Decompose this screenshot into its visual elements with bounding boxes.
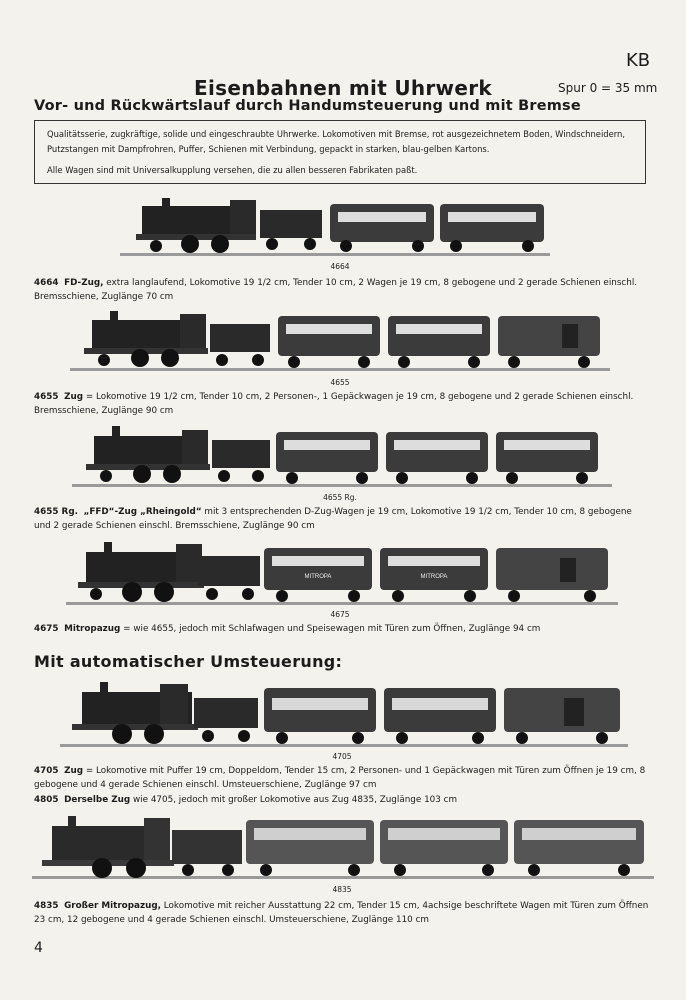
mitropa-label: MITROPA [304,574,332,580]
figure-caption: 4664 [330,262,350,271]
item-text: = Lokomotive 19 1/2 cm, Tender 10 cm, 2 Personen-, 1 Gepäckwagen je 19 cm, 8 gebogene und 2 gerade Schienen einschl. Bremsschiene, Zuglänge 90 cm [34,392,634,416]
dining-wagon [380,548,488,602]
tender [212,440,270,482]
train-4664-illustration [120,196,550,258]
item-number: 4835 [34,901,59,911]
train-4835-illustration [32,814,654,882]
d-zug-wagon [386,432,488,484]
item-number: 4675 [34,624,59,634]
locomotive [136,198,256,253]
item-description [34,899,650,927]
item-name: „FFD“-Zug „Rheingold“ [83,507,202,517]
locomotive [42,816,174,878]
info-text-2: Alle Wagen sind mit Universalkupplung versehen, die zu allen besseren Fabrikaten paßt. [47,165,418,175]
item-number: 4655 Rg. [34,507,78,517]
page-title: Eisenbahnen mit Uhrwerk [194,76,492,100]
mitropa-wagon [380,820,508,876]
passenger-wagon [264,688,376,744]
mitropa-wagon [514,820,644,876]
page-subtitle: Vor- und Rückwärtslauf durch Handumsteuerung und mit Bremse [34,98,581,114]
item-text: Lokomotive mit reicher Ausstattung 22 cm, Tender 15 cm, 4achsige beschriftete Wagen mit Türen zum Öffnen 23 cm, 12 gebogene und 4 gerade Schienen einschl. Umsteuerschiene, Zuglänge 110 cm [34,901,649,925]
mitropa-label: MITROPA [420,574,448,580]
train-4655-illustration [70,308,610,374]
item-text: = wie 4655, jedoch mit Schlafwagen und Speisewagen mit Türen zum Öffnen, Zuglänge 94 cm [120,624,541,634]
passenger-wagon [388,316,490,368]
figure-caption: 4835 [332,885,352,894]
item-number: 4705 [34,766,59,776]
item-description [34,390,650,418]
sleeping-wagon [264,548,372,602]
page-number: 4 [34,940,43,956]
mitropa-wagon [246,820,374,876]
locomotive [84,311,208,367]
item-name: Derselbe Zug [64,795,131,805]
train-4675-illustration [66,538,618,608]
info-box [34,120,646,184]
item-name: Zug [64,392,84,402]
item-description [34,793,650,807]
d-zug-wagon [276,432,378,484]
info-text-1: Qualitätsserie, zugkräftige, solide und eingeschraubte Uhrwerke. Lokomotiven mit Bremse, rot ausgezeichnetem Boden, Windschneidern, Putzstangen mit Dampfrohren, Puffer, Schienen mit Verbindung, gepackt in starken, blau-gelben Kartons. [47,129,626,154]
item-text: mit 3 entsprechenden D-Zug-Wagen je 19 cm, Lokomotive 19 1/2 cm, Tender 10 cm, 8 gebogene und 2 gerade Schienen einschl. Bremsschiene, Zuglänge 90 cm [34,507,632,531]
tender [198,556,260,600]
tender [210,324,270,366]
item-number: 4805 [34,795,59,805]
figure-caption: 4675 [330,610,350,619]
passenger-wagon [440,204,544,252]
item-description [34,276,650,304]
item-description [34,764,650,792]
locomotive [78,542,204,602]
item-description [34,505,650,533]
baggage-wagon [496,548,608,602]
item-name: Mitropazug [64,624,121,634]
figure-caption: 4705 [332,752,352,761]
d-zug-wagon [496,432,598,484]
gauge-label: Spur 0 = 35 mm [558,81,658,95]
baggage-wagon [498,316,600,368]
item-text: = Lokomotive mit Puffer 19 cm, Doppeldom, Tender 15 cm, 2 Personen- und 1 Gepäckwagen mit Türen zum Öffnen je 19 cm, 8 gebogene und 4 gerade Schienen einschl. Umsteuerschiene, Zuglänge 97 cm [34,766,646,790]
train-4705-illustration [60,680,628,750]
item-description [34,622,650,636]
item-text: extra langlaufend, Lokomotive 19 1/2 cm, Tender 10 cm, 2 Wagen je 19 cm, 8 gebogene und 2 gerade Schienen einschl. Bremsschiene, Zuglänge 70 cm [34,278,638,302]
item-number: 4655 [34,392,59,402]
item-name: Zug [64,766,84,776]
section-heading: Mit automatischer Umsteuerung: [34,652,343,671]
item-number: 4664 [34,278,59,288]
locomotive [86,426,210,483]
locomotive [72,682,198,744]
figure-caption: 4655 [330,378,350,387]
passenger-wagon [278,316,380,368]
baggage-wagon [504,688,620,744]
passenger-wagon [330,204,434,252]
tender [194,698,258,742]
passenger-wagon [384,688,496,744]
item-name: FD-Zug, [64,278,104,288]
item-name: Großer Mitropazug, [64,901,161,911]
tender [172,830,242,876]
item-text: wie 4705, jedoch mit großer Lokomotive aus Zug 4835, Zuglänge 103 cm [130,795,458,805]
catalog-code: KB [626,50,651,71]
train-4655rg-illustration [72,422,612,490]
tender [260,210,322,250]
figure-caption: 4655 Rg. [323,493,357,502]
